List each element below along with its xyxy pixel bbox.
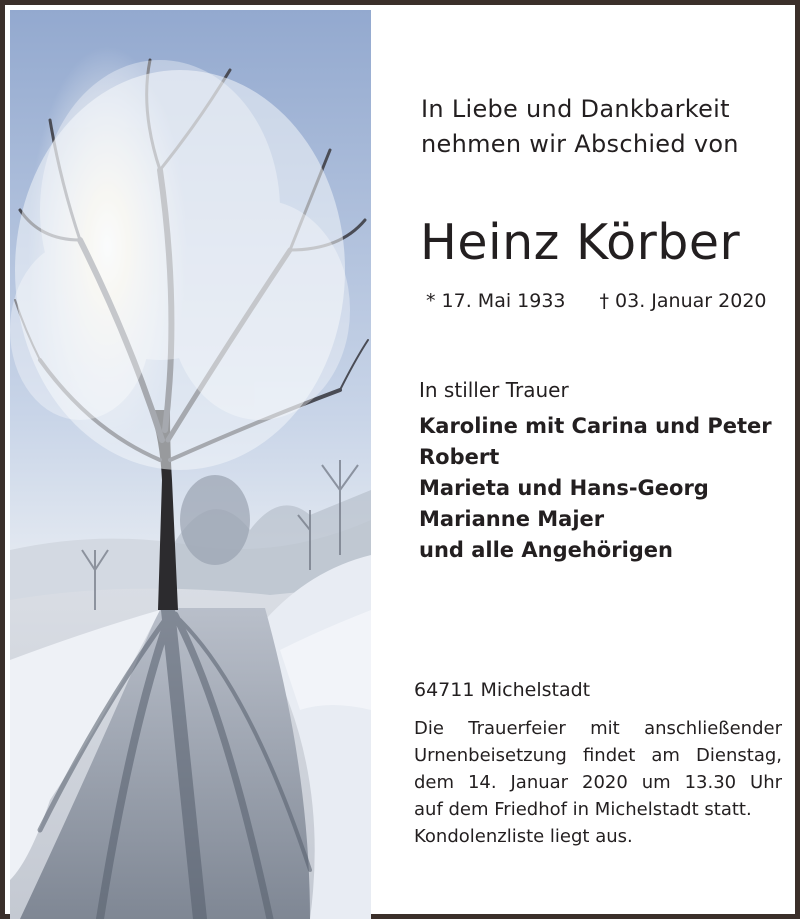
life-dates [426, 288, 767, 314]
winter-tree-photo [10, 10, 371, 919]
intro-line: In Liebe und Dankbarkeit [421, 95, 730, 123]
notice-line: Urnenbeisetzung findet am Dienstag, [414, 745, 782, 766]
birth-date: * 17. Mai 1933 [426, 290, 566, 312]
funeral-notice [414, 715, 782, 850]
notice-text-column [371, 10, 800, 919]
mourner-name: Karoline mit Carina und Peter [419, 414, 772, 438]
notice-line: auf dem Friedhof in Michelstadt statt. [414, 799, 752, 820]
death-date: † 03. Januar 2020 [599, 290, 767, 312]
mourner-name: Marieta und Hans-Georg [419, 476, 709, 500]
intro-text [421, 92, 791, 162]
intro-line: nehmen wir Abschied von [421, 130, 739, 158]
notice-line: Kondolenzliste liegt aus. [414, 826, 633, 847]
mourner-name: Marianne Majer [419, 507, 605, 531]
notice-line: Die Trauerfeier mit anschließender [414, 718, 782, 739]
deceased-name: Heinz Körber [420, 214, 741, 271]
place-line: 64711 Michelstadt [414, 679, 591, 701]
mourners-list [419, 411, 772, 566]
mourning-label: In stiller Trauer [419, 378, 569, 402]
notice-line: dem 14. Januar 2020 um 13.30 Uhr [414, 772, 782, 793]
mourner-name: und alle Angehörigen [419, 538, 673, 562]
mourner-name: Robert [419, 445, 500, 469]
